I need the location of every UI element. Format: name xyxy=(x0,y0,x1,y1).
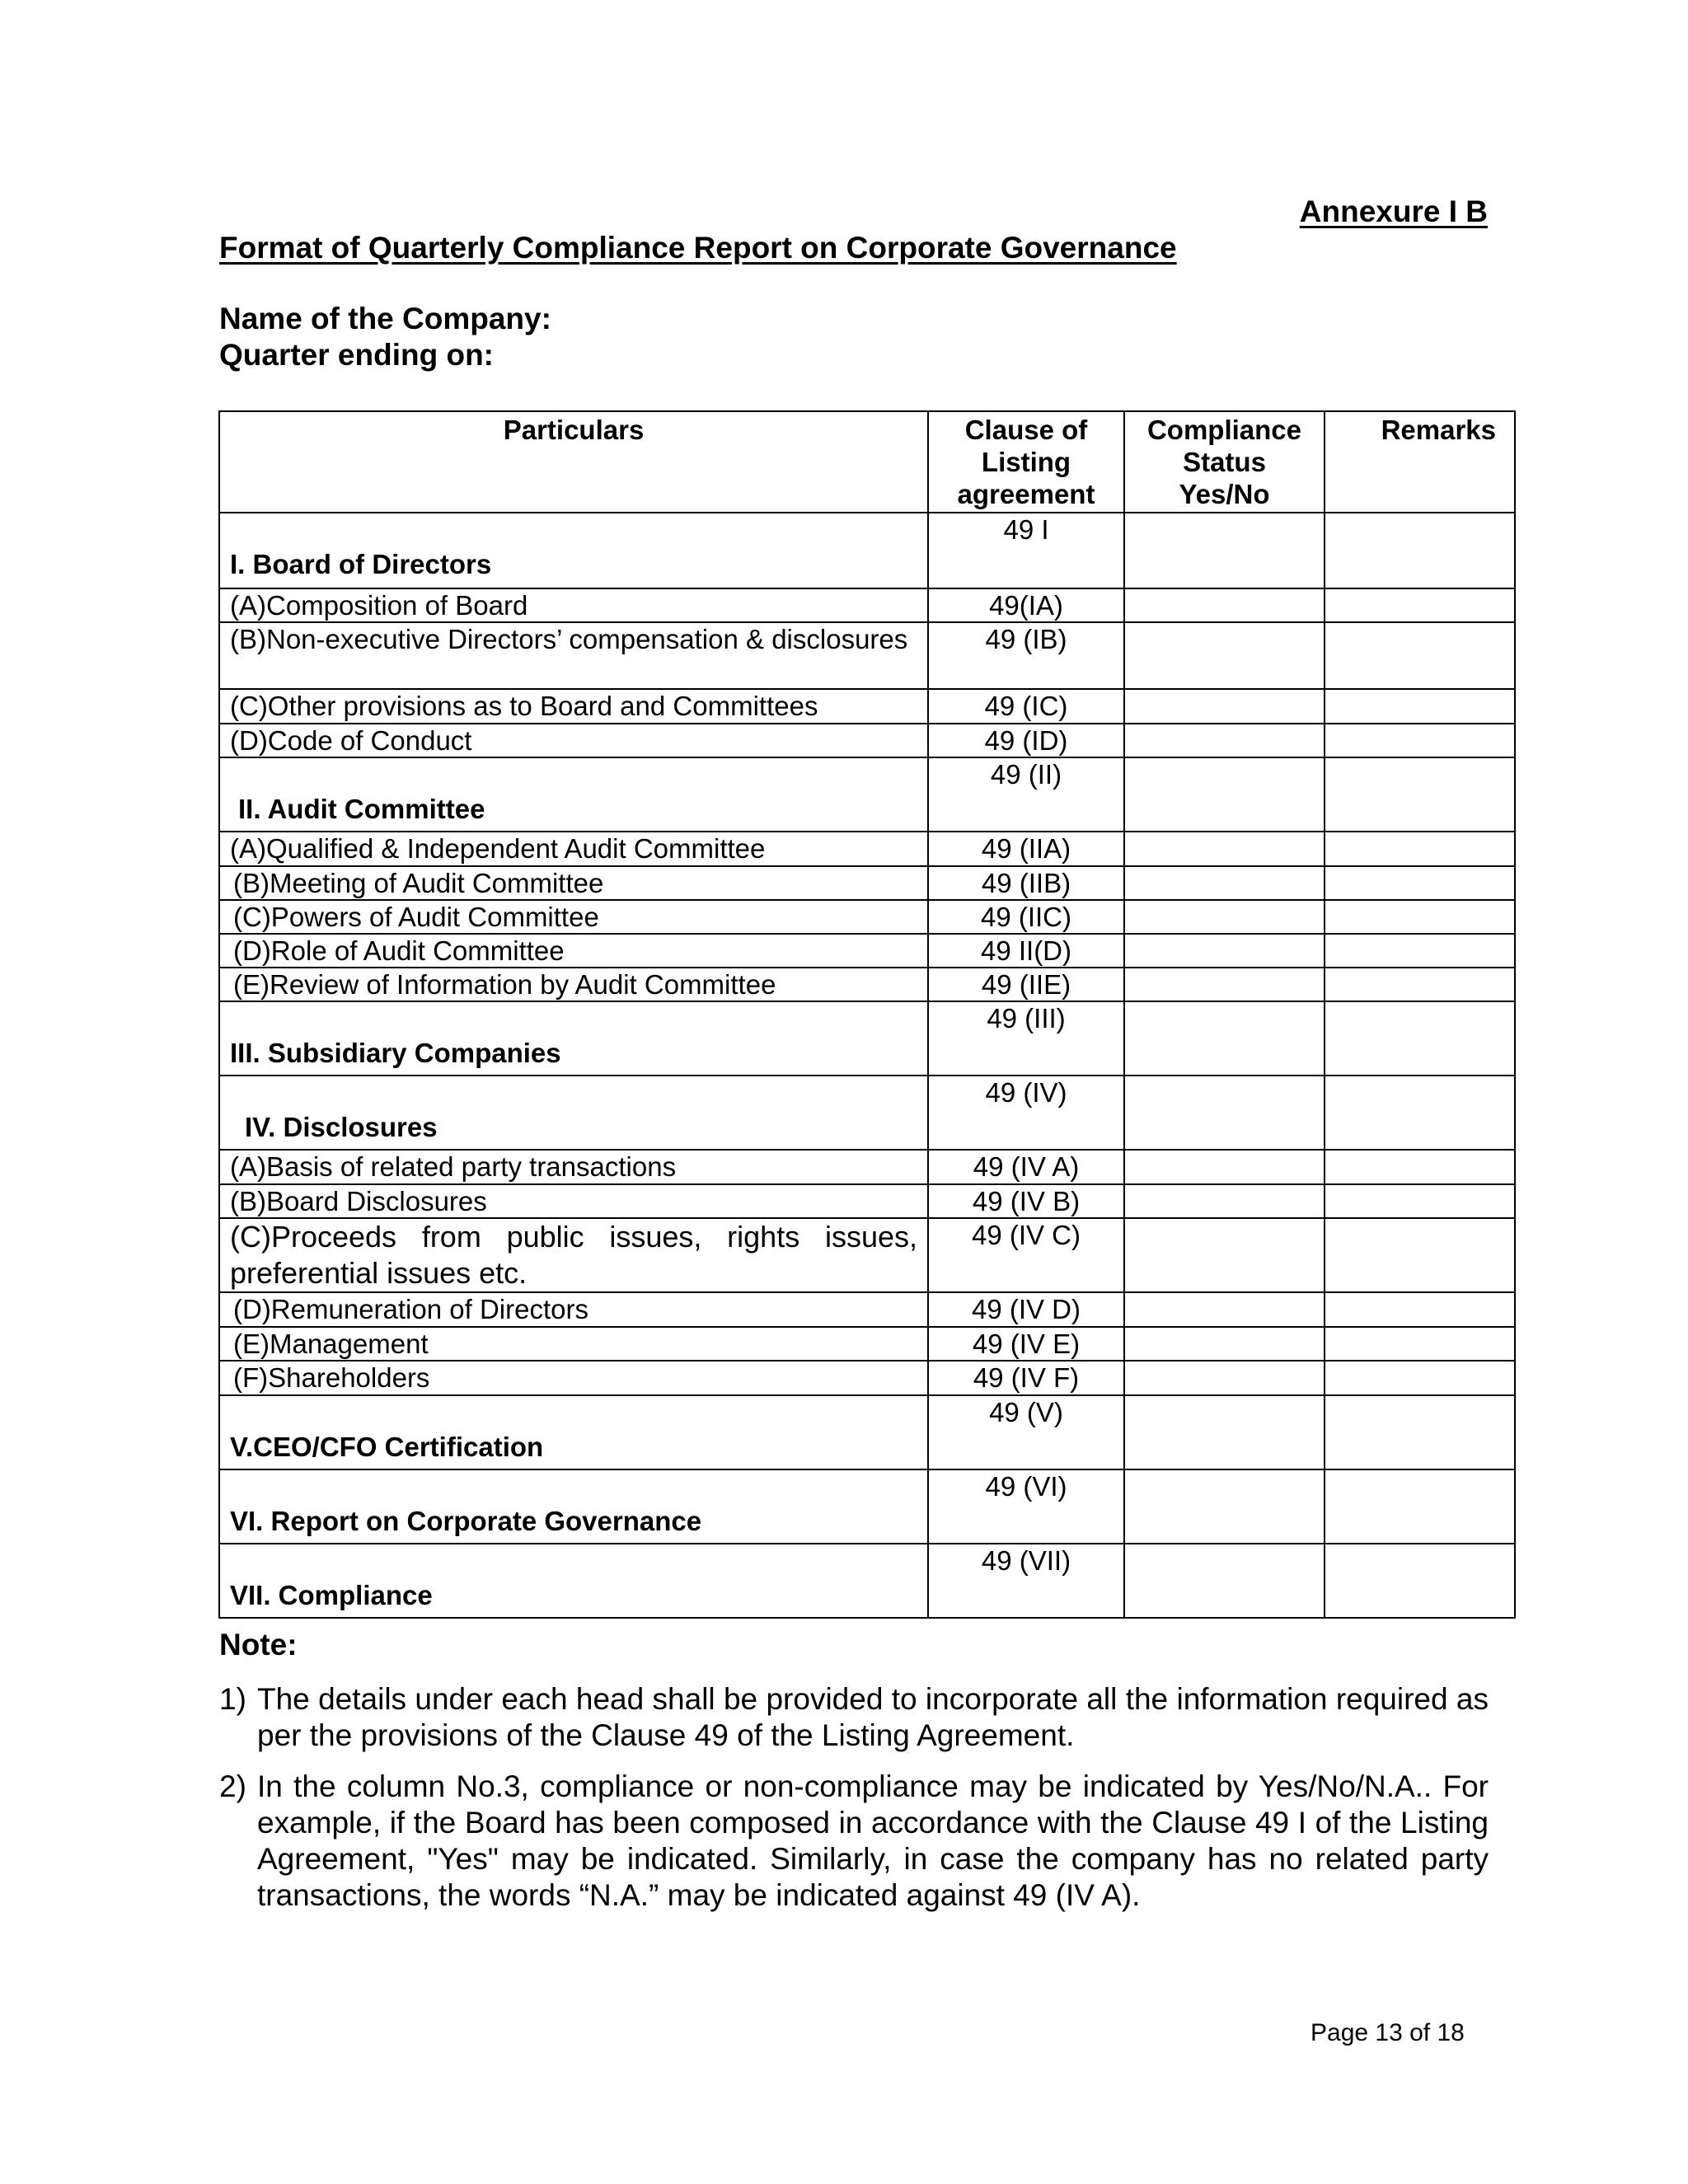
clause-cell: 49 (IV) xyxy=(928,1076,1124,1150)
table-row xyxy=(219,900,1515,934)
note-heading: Note: xyxy=(219,1628,298,1661)
clause-cell: 49 (IIA) xyxy=(928,832,1124,866)
table-row xyxy=(219,1218,1515,1292)
particular-cell: VII. Compliance xyxy=(219,1544,928,1618)
clause-cell: 49 (IIE) xyxy=(928,968,1124,1001)
note-number: 2) xyxy=(219,1769,246,1803)
note-text: In the column No.3, compliance or non-compliance may be indicated by Yes/No/N.A.. For example, if the Board has been composed in accordance with the Clause 49 I of the Listing Agreement, "Yes" may be indicated. Similarly, in case the company has no related party transactions, the words “N.A.” may be indicated against 49 (IV A). xyxy=(257,1769,1489,1912)
page-number: Page 13 of 18 xyxy=(1311,2019,1465,2046)
particular-cell: (D)Code of Conduct xyxy=(219,724,928,757)
remarks-cell[interactable] xyxy=(1325,1076,1515,1150)
note-item-1 xyxy=(219,1681,1489,1754)
table-row xyxy=(219,1184,1515,1218)
particular-cell: IV. Disclosures xyxy=(219,1076,928,1150)
clause-cell: 49(IA) xyxy=(928,588,1124,622)
remarks-cell[interactable] xyxy=(1325,1361,1515,1395)
note-text: The details under each head shall be provided to incorporate all the information required as per the provisions of the Clause 49 of the Listing Agreement. xyxy=(257,1682,1489,1752)
particular-cell: VI. Report on Corporate Governance xyxy=(219,1469,928,1544)
clause-cell: 49 (IV F) xyxy=(928,1361,1124,1395)
remarks-cell[interactable] xyxy=(1325,757,1515,832)
particular-cell: (A)Qualified & Independent Audit Committee xyxy=(219,832,928,866)
particular-cell: (E)Management xyxy=(219,1327,928,1361)
status-cell[interactable] xyxy=(1124,689,1325,724)
table-row-section xyxy=(219,1076,1515,1150)
table-row xyxy=(219,968,1515,1001)
table-row xyxy=(219,724,1515,757)
status-cell[interactable] xyxy=(1124,1395,1325,1469)
clause-cell: 49 (IV B) xyxy=(928,1184,1124,1218)
particular-cell: II. Audit Committee xyxy=(219,757,928,832)
status-cell[interactable] xyxy=(1124,866,1325,900)
status-cell[interactable] xyxy=(1124,513,1325,588)
company-name-label: Name of the Company: xyxy=(219,302,551,335)
remarks-cell[interactable] xyxy=(1325,1544,1515,1618)
remarks-cell[interactable] xyxy=(1325,968,1515,1001)
table-row xyxy=(219,1361,1515,1395)
particular-cell: V.CEO/CFO Certification xyxy=(219,1395,928,1469)
status-cell[interactable] xyxy=(1124,622,1325,689)
particular-cell: (B)Non-executive Directors’ compensation & disclosures xyxy=(219,622,928,689)
header-status: Compliance Status Yes/No xyxy=(1124,411,1325,513)
clause-cell: 49 (VI) xyxy=(928,1469,1124,1544)
status-cell[interactable] xyxy=(1124,900,1325,934)
table-row-section xyxy=(219,1001,1515,1076)
table-row-section xyxy=(219,757,1515,832)
remarks-cell[interactable] xyxy=(1325,1150,1515,1184)
remarks-cell[interactable] xyxy=(1325,588,1515,622)
particular-cell: (A)Composition of Board xyxy=(219,588,928,622)
clause-cell: 49 (IIB) xyxy=(928,866,1124,900)
remarks-cell[interactable] xyxy=(1325,866,1515,900)
particular-cell: (A)Basis of related party transactions xyxy=(219,1150,928,1184)
clause-cell: 49 (VII) xyxy=(928,1544,1124,1618)
table-row xyxy=(219,622,1515,689)
header-clause: Clause of Listing agreement xyxy=(928,411,1124,513)
clause-cell: 49 (IV A) xyxy=(928,1150,1124,1184)
clause-cell: 49 II(D) xyxy=(928,934,1124,968)
clause-cell: 49 (ID) xyxy=(928,724,1124,757)
particular-cell: (C)Proceeds from public issues, rights issues, preferential issues etc. xyxy=(219,1218,928,1292)
annexure-label: Annexure I B xyxy=(1299,194,1488,228)
table-row-section xyxy=(219,1395,1515,1469)
remarks-cell[interactable] xyxy=(1325,689,1515,724)
quarter-ending-label: Quarter ending on: xyxy=(219,338,494,372)
status-cell[interactable] xyxy=(1124,1184,1325,1218)
status-cell[interactable] xyxy=(1124,968,1325,1001)
status-cell[interactable] xyxy=(1124,757,1325,832)
particular-cell: (B)Board Disclosures xyxy=(219,1184,928,1218)
table-row xyxy=(219,866,1515,900)
table-row xyxy=(219,588,1515,622)
remarks-cell[interactable] xyxy=(1325,1395,1515,1469)
compliance-table xyxy=(218,410,1516,1619)
document-title: Format of Quarterly Compliance Report on Corporate Governance xyxy=(219,231,1177,265)
clause-cell: 49 (IV D) xyxy=(928,1292,1124,1327)
table-header-row xyxy=(219,411,1515,513)
status-cell[interactable] xyxy=(1124,1327,1325,1361)
status-cell[interactable] xyxy=(1124,1469,1325,1544)
status-cell[interactable] xyxy=(1124,1001,1325,1076)
clause-cell: 49 (IV E) xyxy=(928,1327,1124,1361)
clause-cell: 49 (II) xyxy=(928,757,1124,832)
clause-cell: 49 (III) xyxy=(928,1001,1124,1076)
header-particulars: Particulars xyxy=(219,411,928,513)
remarks-cell[interactable] xyxy=(1325,1218,1515,1292)
table-row-section xyxy=(219,1469,1515,1544)
table-row-section xyxy=(219,1544,1515,1618)
table-row xyxy=(219,934,1515,968)
header-remarks: Remarks xyxy=(1325,411,1515,513)
status-cell[interactable] xyxy=(1124,1150,1325,1184)
remarks-cell[interactable] xyxy=(1325,1001,1515,1076)
remarks-cell[interactable] xyxy=(1325,1469,1515,1544)
particular-cell: III. Subsidiary Companies xyxy=(219,1001,928,1076)
clause-cell: 49 (IB) xyxy=(928,622,1124,689)
status-cell[interactable] xyxy=(1124,724,1325,757)
particular-cell: (F)Shareholders xyxy=(219,1361,928,1395)
particular-cell: (D)Role of Audit Committee xyxy=(219,934,928,968)
remarks-cell[interactable] xyxy=(1325,1327,1515,1361)
table-row xyxy=(219,689,1515,724)
remarks-cell[interactable] xyxy=(1325,934,1515,968)
remarks-cell[interactable] xyxy=(1325,622,1515,689)
table-row xyxy=(219,832,1515,866)
remarks-cell[interactable] xyxy=(1325,1184,1515,1218)
status-cell[interactable] xyxy=(1124,1361,1325,1395)
status-cell[interactable] xyxy=(1124,832,1325,866)
particular-cell: (C)Powers of Audit Committee xyxy=(219,900,928,934)
clause-cell: 49 (IV C) xyxy=(928,1218,1124,1292)
remarks-cell[interactable] xyxy=(1325,724,1515,757)
status-cell[interactable] xyxy=(1124,588,1325,622)
particular-cell: (E)Review of Information by Audit Committee xyxy=(219,968,928,1001)
particular-cell: I. Board of Directors xyxy=(219,513,928,588)
table-row-section xyxy=(219,513,1515,588)
particular-cell: (C)Other provisions as to Board and Committees xyxy=(219,689,928,724)
remarks-cell[interactable] xyxy=(1325,513,1515,588)
table-row xyxy=(219,1150,1515,1184)
status-cell[interactable] xyxy=(1124,934,1325,968)
status-cell[interactable] xyxy=(1124,1292,1325,1327)
status-cell[interactable] xyxy=(1124,1218,1325,1292)
remarks-cell[interactable] xyxy=(1325,832,1515,866)
clause-cell: 49 (V) xyxy=(928,1395,1124,1469)
status-cell[interactable] xyxy=(1124,1544,1325,1618)
status-cell[interactable] xyxy=(1124,1076,1325,1150)
note-number: 1) xyxy=(219,1682,246,1716)
note-item-2 xyxy=(219,1769,1489,1914)
clause-cell: 49 I xyxy=(928,513,1124,588)
remarks-cell[interactable] xyxy=(1325,1292,1515,1327)
clause-cell: 49 (IC) xyxy=(928,689,1124,724)
clause-cell: 49 (IIC) xyxy=(928,900,1124,934)
particular-cell: (B)Meeting of Audit Committee xyxy=(219,866,928,900)
table-row xyxy=(219,1292,1515,1327)
table-row xyxy=(219,1327,1515,1361)
particular-cell: (D)Remuneration of Directors xyxy=(219,1292,928,1327)
remarks-cell[interactable] xyxy=(1325,900,1515,934)
